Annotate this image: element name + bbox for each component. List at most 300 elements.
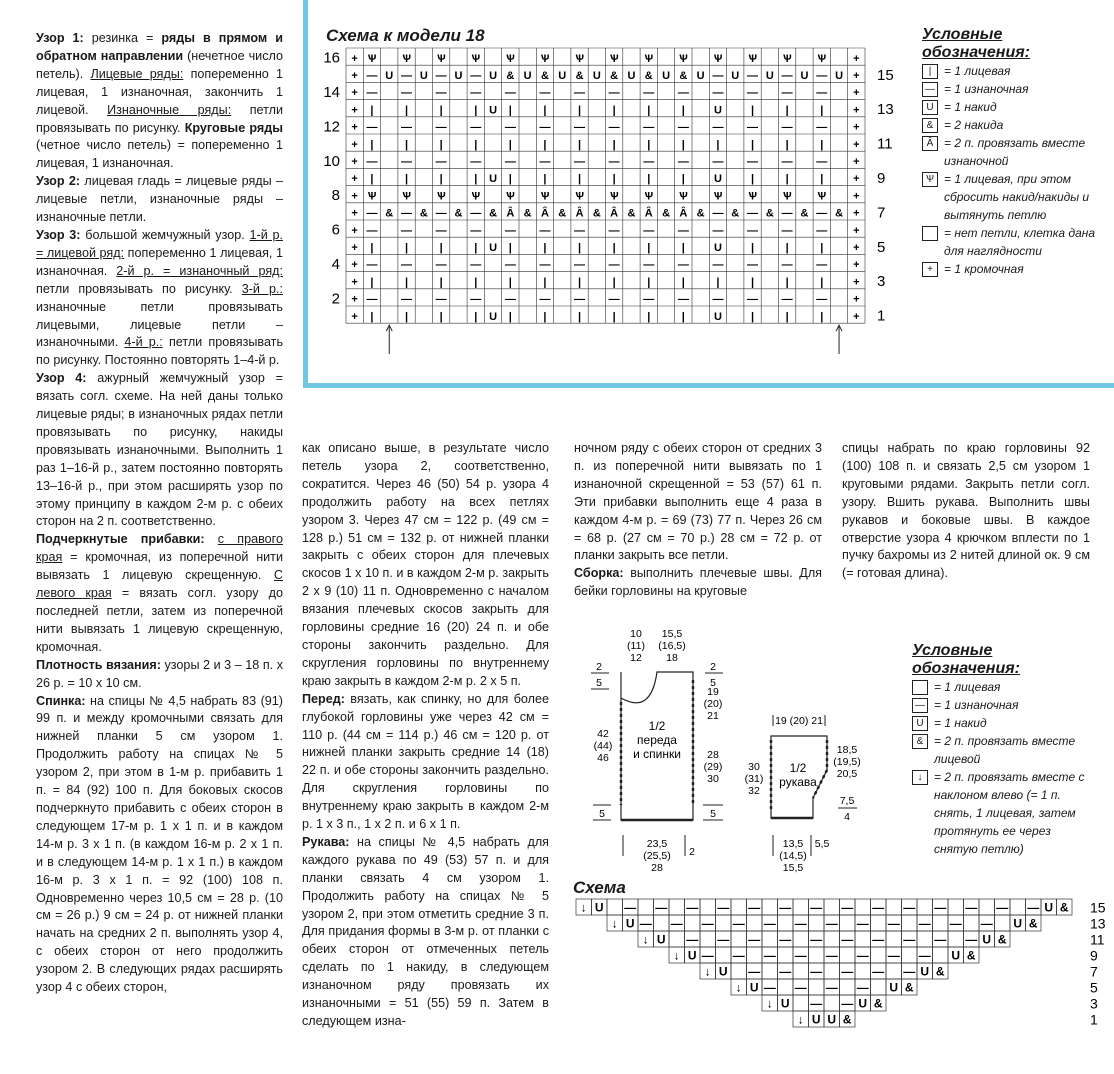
chart-cell-symbol: + xyxy=(853,259,860,272)
chart-cell-symbol: + xyxy=(853,104,860,117)
legend-top-symbol-icon: Ѱ xyxy=(922,172,938,187)
dim-length-3: 46 xyxy=(597,752,609,764)
chart-cell-symbol: | xyxy=(439,104,443,117)
chart-cell-symbol: U xyxy=(558,69,567,82)
row-number-right: 13 xyxy=(877,101,894,119)
chart-cell-symbol: — xyxy=(504,224,516,237)
chart2-cell-symbol: — xyxy=(748,900,761,915)
chart-cell-symbol: & xyxy=(662,207,671,220)
chart-cell-symbol: | xyxy=(439,310,443,323)
dim-shoulder-slope-2: 5 xyxy=(710,677,716,689)
chart-cell-symbol: | xyxy=(647,241,651,254)
chart2-cell-symbol: — xyxy=(918,948,931,963)
chart-cell-symbol: — xyxy=(366,155,378,168)
chart2-cell-symbol: U xyxy=(982,932,992,947)
chart2-row-number: 7 xyxy=(1090,963,1098,980)
chart-cell-symbol: U xyxy=(627,69,636,82)
chart-cell-symbol: | xyxy=(508,104,512,117)
row-number-right: 9 xyxy=(877,170,886,188)
chart-cell-symbol: & xyxy=(610,69,619,82)
dim-sleeve-r5: 4 xyxy=(844,811,850,823)
chart-cell-symbol: — xyxy=(747,121,759,134)
chart2-cell-symbol: — xyxy=(841,900,854,915)
row-number-left: 8 xyxy=(331,187,340,205)
chart-cell-symbol: — xyxy=(677,293,689,306)
chart-cell-symbol: & xyxy=(419,207,428,220)
paragraph-pattern-4: Узор 4: ажурный жемчужный узор = вязать согл. схеме. На ней даны только лицевые ряды; в изнаночных рядах петли провязывать по рисунку, накиды провязывать изнаночными. Выполнить 1 раз 1–16-й р., затем постоянно повторять 13–16-й р., при этом расширять узор по этому принципу в каждом 2-м р. с обеих сторон на 2 п. соответственно. xyxy=(36,371,283,529)
legend-bottom-item xyxy=(912,678,1087,696)
chart-cell-symbol: U xyxy=(489,173,498,186)
paragraph-pattern-1: Узор 1: резинка = ряды в прямом и обратном направлении (нечетное число петель). Лицевые ряды: попеременно 1 лицевая, 1 изнаночная, закончить 1 лицевой. Изнаночные ряды: петли провязывать по рисунку. Круговые ряды (четное число петель) = попеременно 1 лицевая, 1 изнаночная. xyxy=(36,31,284,171)
chart-cell-symbol: | xyxy=(474,241,478,254)
chart-cell-symbol: | xyxy=(543,241,547,254)
chart-cell-symbol: + xyxy=(853,190,860,203)
legend-bottom-item xyxy=(912,696,1087,714)
legend-bottom-text: = 1 накид xyxy=(934,716,987,730)
chart-cell-symbol: U xyxy=(713,241,722,254)
chart2-cell-symbol: & xyxy=(1028,916,1038,931)
chart-cell-symbol: | xyxy=(785,310,789,323)
chart-cell-symbol: Ѱ xyxy=(748,190,758,203)
chart-cell-symbol: — xyxy=(747,87,759,100)
chart2-cell-symbol: — xyxy=(965,932,978,947)
legend-bottom-symbol-icon: U xyxy=(912,716,928,731)
piece-label-1: 1/2 xyxy=(648,719,666,733)
chart-cell-symbol: + xyxy=(351,224,358,237)
row-number-left: 6 xyxy=(331,221,340,239)
chart-cell-symbol: — xyxy=(816,259,828,272)
legend-top xyxy=(922,26,1102,278)
dim-armhole-3: 21 xyxy=(707,710,719,722)
chart-cell-symbol: — xyxy=(574,224,586,237)
chart-cell-symbol: | xyxy=(716,138,720,151)
chart2-cell-symbol: — xyxy=(810,932,823,947)
chart-cell-symbol: — xyxy=(781,207,793,220)
chart2-cell-symbol: — xyxy=(825,980,838,995)
dim-neck-3: 12 xyxy=(630,652,642,664)
dim-length-1: 42 xyxy=(597,728,609,740)
chart2-cell-symbol: ↓ xyxy=(766,996,773,1011)
chart-cell-symbol: U xyxy=(523,69,532,82)
garment-schematic xyxy=(585,620,885,885)
chart-cell-symbol: + xyxy=(351,259,358,272)
chart2-cell-symbol: — xyxy=(779,964,792,979)
chart-cell-symbol: U xyxy=(835,69,844,82)
chart2-cell-symbol: ↓ xyxy=(673,948,680,963)
legend-bottom xyxy=(912,642,1087,858)
chart-cell-symbol: | xyxy=(543,310,547,323)
chart-cell-symbol: — xyxy=(608,155,620,168)
chart-cell-symbol: — xyxy=(435,207,447,220)
dim-neck-1: 10 xyxy=(630,628,642,640)
chart-cell-symbol: | xyxy=(820,138,824,151)
chart-cell-symbol: | xyxy=(439,138,443,151)
chart-cell-symbol: + xyxy=(351,173,358,186)
piece-label-2: переда xyxy=(637,733,677,747)
chart2-cell-symbol: U xyxy=(1044,900,1054,915)
chart-cell-symbol: + xyxy=(351,87,358,100)
chart-cell-symbol: Ѱ xyxy=(367,52,377,65)
chart-cell-symbol: — xyxy=(435,224,447,237)
chart-cell-symbol: — xyxy=(504,155,516,168)
chart-cell-symbol: | xyxy=(508,276,512,289)
chart2-cell-symbol: — xyxy=(701,916,714,931)
chart2-cell-symbol: — xyxy=(903,964,916,979)
chart2-cell-symbol: ↓ xyxy=(642,932,649,947)
chart2-cell-symbol: — xyxy=(794,980,807,995)
chart-cell-symbol: — xyxy=(712,293,724,306)
chart-cell-symbol: — xyxy=(643,87,655,100)
chart2-cell-symbol: — xyxy=(934,900,947,915)
dim-sleeve-w1: 13,5 xyxy=(782,838,804,850)
chart-cell-symbol: | xyxy=(612,310,616,323)
chart-cell-symbol: + xyxy=(853,173,860,186)
chart-cell-symbol: | xyxy=(543,173,547,186)
chart-cell-symbol: Ѱ xyxy=(609,52,619,65)
chart-cell-symbol: | xyxy=(370,241,374,254)
text-column-4 xyxy=(842,440,1090,583)
legend-top-symbol-icon: & xyxy=(922,118,938,133)
chart-cell-symbol: | xyxy=(751,138,755,151)
chart-cell-symbol: — xyxy=(539,121,551,134)
chart-cell-symbol: + xyxy=(351,293,358,306)
chart-cell-symbol: | xyxy=(612,276,616,289)
chart-cell-symbol: Ѱ xyxy=(436,190,446,203)
chart-cell-symbol: Ȃ xyxy=(540,207,549,220)
chart-cell-symbol: — xyxy=(574,155,586,168)
chart2-cell-symbol: — xyxy=(779,900,792,915)
chart-cell-symbol: Ѱ xyxy=(817,190,827,203)
knitting-chart-small xyxy=(572,897,1112,1052)
chart-cell-symbol: | xyxy=(681,173,685,186)
chart-cell-symbol: + xyxy=(853,155,860,168)
knitting-chart-main xyxy=(318,44,898,359)
chart-cell-symbol: — xyxy=(747,293,759,306)
chart2-cell-symbol: U xyxy=(889,980,899,995)
chart2-row-number: 11 xyxy=(1090,931,1105,948)
legend-top-text: = 1 накид xyxy=(944,100,997,114)
legend-top-text: = 2 накида xyxy=(944,118,1004,132)
chart-cell-symbol: — xyxy=(366,224,378,237)
chart2-cell-symbol: U xyxy=(1013,916,1023,931)
chart-cell-symbol: | xyxy=(820,104,824,117)
chart2-cell-symbol: — xyxy=(841,964,854,979)
chart-cell-symbol: | xyxy=(820,310,824,323)
chart-cell-symbol: | xyxy=(751,241,755,254)
chart-cell-symbol: — xyxy=(816,155,828,168)
chart-cell-symbol: — xyxy=(435,259,447,272)
paragraph-gauge: Плотность вязания: узоры 2 и 3 – 18 п. х 26 р. = 10 х 10 см. xyxy=(36,657,283,690)
chart-cell-symbol: U xyxy=(765,69,774,82)
chart-cell-symbol: Ȃ xyxy=(679,207,688,220)
chart-cell-symbol: + xyxy=(351,190,358,203)
chart-cell-symbol: + xyxy=(853,121,860,134)
chart2-cell-symbol: — xyxy=(1027,900,1040,915)
chart-cell-symbol: & xyxy=(489,207,498,220)
chart-cell-symbol: | xyxy=(612,241,616,254)
chart-cell-symbol: + xyxy=(853,87,860,100)
dim-width-1: 23,5 xyxy=(646,838,668,850)
chart-cell-symbol: — xyxy=(504,293,516,306)
chart-cell-symbol: — xyxy=(677,259,689,272)
chart-cell-symbol: — xyxy=(435,121,447,134)
dim-length-2: (44) xyxy=(593,740,613,752)
chart-cell-symbol: — xyxy=(608,259,620,272)
row-number-left: 4 xyxy=(331,256,340,274)
chart-cell-symbol: Ѱ xyxy=(402,52,412,65)
chart-cell-symbol: — xyxy=(435,69,447,82)
chart-cell-symbol: Ѱ xyxy=(713,52,723,65)
legend-top-symbol-icon: Ȃ xyxy=(922,136,938,151)
chart-cell-symbol: Ѱ xyxy=(644,52,654,65)
chart-cell-symbol: — xyxy=(816,87,828,100)
chart-cell-symbol: | xyxy=(370,310,374,323)
chart-cell-symbol: — xyxy=(470,259,482,272)
chart-cell-symbol: — xyxy=(747,207,759,220)
chart-cell-symbol: + xyxy=(853,52,860,65)
chart-cell-symbol: — xyxy=(574,121,586,134)
chart2-cell-symbol: & xyxy=(873,996,883,1011)
chart-cell-symbol: | xyxy=(370,276,374,289)
chart-cell-symbol: + xyxy=(853,207,860,220)
legend-bottom-text: = 2 п. провязать вместе лицевой xyxy=(934,734,1076,766)
chart2-cell-symbol: — xyxy=(856,948,869,963)
legend-top-text: = 1 лицевая, при этом сбросить накид/накиды и вытянуть петлю xyxy=(944,172,1090,222)
paragraph-sleeves-cont: ночном ряду с обеих сторон от средних 3 п. из поперечной нити вывязать по 1 изнаночной скрещенной = 53 (57) 61 п. Эти прибавки выполнить еще 4 раза в каждом 4-м р. = 69 (73) 77 п. Через 26 см = 68 р. (27 см = 70 р.) 28 см = 72 р. от планки закрыть все петли. xyxy=(574,441,822,563)
row-number-left: 12 xyxy=(323,118,340,136)
chart2-cell-symbol: — xyxy=(934,932,947,947)
row-number-right: 3 xyxy=(877,273,886,291)
legend-bottom-item xyxy=(912,714,1087,732)
chart-cell-symbol: | xyxy=(474,138,478,151)
chart-cell-symbol: | xyxy=(405,241,409,254)
chart-cell-symbol: + xyxy=(853,224,860,237)
chart-cell-symbol: Ѱ xyxy=(402,190,412,203)
chart-cell-symbol: U xyxy=(713,173,722,186)
chart-cell-symbol: U xyxy=(385,69,394,82)
chart-cell-symbol: — xyxy=(643,155,655,168)
dim-width-3: 28 xyxy=(651,862,663,874)
chart-cell-symbol: — xyxy=(504,259,516,272)
chart-cell-symbol: + xyxy=(853,69,860,82)
chart-cell-symbol: — xyxy=(470,207,482,220)
legend-top-item xyxy=(922,224,1102,260)
chart-cell-symbol: | xyxy=(405,276,409,289)
chart-cell-symbol: | xyxy=(474,104,478,117)
chart-cell-symbol: | xyxy=(439,241,443,254)
chart2-cell-symbol: — xyxy=(655,900,668,915)
chart2-cell-symbol: — xyxy=(717,932,730,947)
chart-cell-symbol: — xyxy=(712,224,724,237)
chart2-cell-symbol: — xyxy=(763,980,776,995)
chart2-row-number: 9 xyxy=(1090,947,1098,964)
chart-cell-symbol: U xyxy=(713,310,722,323)
chart-cell-symbol: Ѱ xyxy=(713,190,723,203)
legend-top-symbol-icon: + xyxy=(922,262,938,277)
chart-cell-symbol: & xyxy=(506,69,515,82)
text-column-1 xyxy=(36,30,283,997)
chart-cell-symbol: — xyxy=(504,121,516,134)
chart-cell-symbol: Ѱ xyxy=(678,52,688,65)
row-number-left: 2 xyxy=(331,290,340,308)
chart-cell-symbol: U xyxy=(662,69,671,82)
chart-cell-symbol: | xyxy=(543,138,547,151)
chart-cell-symbol: & xyxy=(454,207,463,220)
chart-cell-symbol: Ȃ xyxy=(506,207,515,220)
chart-cell-symbol: | xyxy=(578,104,582,117)
chart-cell-symbol: — xyxy=(401,207,413,220)
chart-cell-symbol: Ȃ xyxy=(644,207,653,220)
chart-cell-symbol: — xyxy=(366,121,378,134)
chart2-row-number: 1 xyxy=(1090,1011,1098,1028)
chart-cell-symbol: — xyxy=(574,293,586,306)
chart-cell-symbol: & xyxy=(644,69,653,82)
chart2-cell-symbol: ↓ xyxy=(797,1012,804,1027)
chart2-cell-symbol: U xyxy=(625,916,635,931)
chart-cell-symbol: — xyxy=(574,87,586,100)
chart-cell-symbol: — xyxy=(366,87,378,100)
chart-cell-symbol: — xyxy=(366,259,378,272)
chart-cell-symbol: | xyxy=(785,276,789,289)
chart2-cell-symbol: — xyxy=(903,932,916,947)
chart-cell-symbol: | xyxy=(508,173,512,186)
chart-cell-symbol: & xyxy=(800,207,809,220)
chart2-cell-symbol: U xyxy=(827,1012,837,1027)
chart-cell-symbol: | xyxy=(647,138,651,151)
chart2-cell-symbol: — xyxy=(686,900,699,915)
chart-cell-symbol: Ѱ xyxy=(540,52,550,65)
chart-cell-symbol: & xyxy=(627,207,636,220)
dim-band-right: 5 xyxy=(710,808,716,820)
chart-cell-symbol: | xyxy=(578,173,582,186)
chart-cell-symbol: — xyxy=(435,155,447,168)
legend-top-text: = 1 кромочная xyxy=(944,262,1024,276)
chart-cell-symbol: — xyxy=(401,87,413,100)
dim-sleeve-len-3: 32 xyxy=(748,785,760,797)
chart-cell-symbol: — xyxy=(539,87,551,100)
chart-cell-symbol: + xyxy=(351,104,358,117)
chart-cell-symbol: — xyxy=(470,155,482,168)
chart-cell-symbol: — xyxy=(643,121,655,134)
chart-cell-symbol: — xyxy=(781,155,793,168)
dim-armhole-2: (20) xyxy=(703,698,723,710)
legend-top-symbol-icon: U xyxy=(922,100,938,115)
dim-shoulder-3: 18 xyxy=(666,652,678,664)
chart2-cell-symbol: — xyxy=(794,948,807,963)
legend-top-symbol-icon: — xyxy=(922,82,938,97)
chart-cell-symbol: | xyxy=(578,276,582,289)
chart-cell-symbol: Ѱ xyxy=(575,52,585,65)
chart-cell-symbol: | xyxy=(647,276,651,289)
chart-cell-symbol: + xyxy=(853,138,860,151)
chart-cell-symbol: | xyxy=(439,173,443,186)
chart-cell-symbol: & xyxy=(679,69,688,82)
chart-cell-symbol: — xyxy=(781,293,793,306)
legend-bottom-text: = 1 изнаночная xyxy=(934,698,1019,712)
chart2-cell-symbol: — xyxy=(856,916,869,931)
chart-cell-symbol: — xyxy=(816,224,828,237)
chart-cell-symbol: | xyxy=(681,138,685,151)
row-number-right: 7 xyxy=(877,204,886,222)
legend-bottom-text: = 2 п. провязать вместе с наклоном влево (= 1 п. снять, 1 лицевая, затем протянуть ее через снятую петлю) xyxy=(934,770,1085,856)
legend-top-item xyxy=(922,260,1102,278)
chart-cell-symbol: Ѱ xyxy=(505,190,515,203)
chart-cell-symbol: U xyxy=(489,104,498,117)
chart2-cell-symbol: U xyxy=(749,980,759,995)
chart-cell-symbol: | xyxy=(405,138,409,151)
sleeve-label-1: 1/2 xyxy=(789,761,807,775)
chart2-cell-symbol: ↓ xyxy=(704,964,711,979)
paragraph-pattern-3: Узор 3: большой жемчужный узор. 1-й р. = лицевой ряд: попеременно 1 лицевая, 1 изнаночная. 2-й р. = изнаночный ряд: петли провязывать по рисунку. 3-й р.: изнаночные петли провязывать лицевыми, лицевые петли – изнаночными. 4-й р.: петли провязывать по рисунку. Постоянно повторять 1–4-й р. xyxy=(36,227,284,368)
row-number-left: 14 xyxy=(323,84,340,102)
chart-cell-symbol: — xyxy=(401,69,413,82)
chart-cell-symbol: | xyxy=(647,104,651,117)
chart-cell-symbol: | xyxy=(508,310,512,323)
row-number-left: 10 xyxy=(323,152,340,170)
chart-cell-symbol: | xyxy=(681,276,685,289)
chart-cell-symbol: — xyxy=(608,293,620,306)
chart2-cell-symbol: & xyxy=(842,1012,852,1027)
chart-cell-symbol: U xyxy=(419,69,428,82)
dim-sleeve-r2: (19,5) xyxy=(833,756,861,768)
chart-cell-symbol: + xyxy=(351,121,358,134)
chart-cell-symbol: | xyxy=(405,310,409,323)
chart2-cell-symbol: — xyxy=(763,916,776,931)
chart-cell-symbol: — xyxy=(608,224,620,237)
chart-cell-symbol: | xyxy=(751,276,755,289)
chart-cell-symbol: | xyxy=(578,138,582,151)
dim-band-left: 5 xyxy=(599,808,605,820)
chart-cell-symbol: | xyxy=(543,104,547,117)
chart-cell-symbol: Ѱ xyxy=(782,190,792,203)
chart-cell-symbol: — xyxy=(712,259,724,272)
chart-cell-symbol: | xyxy=(681,104,685,117)
chart-cell-symbol: & xyxy=(540,69,549,82)
dim-sleeve-r4: 7,5 xyxy=(839,795,855,807)
legend-top-item xyxy=(922,62,1102,80)
chart-cell-symbol: Ѱ xyxy=(540,190,550,203)
chart-cell-symbol: — xyxy=(677,155,689,168)
chart-cell-symbol: — xyxy=(643,224,655,237)
dim-neck-2: (11) xyxy=(627,640,645,652)
chart-cell-symbol: — xyxy=(781,69,793,82)
chart-cell-symbol: — xyxy=(401,224,413,237)
legend-top-item xyxy=(922,134,1102,170)
dim-neck-depth-back-1: 2 xyxy=(596,661,602,673)
paragraph-increases: Подчеркнутые прибавки: с правого края = кромочная, из поперечной нити вывязать 1 лицевую скрещенную. С левого края = вязать согл. узору до последней петли, затем из поперечной нити вывязать 1 лицевую скрещенную, кромочная. xyxy=(36,532,283,654)
chart2-cell-symbol: U xyxy=(718,964,728,979)
legend-top-text: = 1 изнаночная xyxy=(944,82,1029,96)
paragraph-back: Спинка: на спицы № 4,5 набрать 83 (91) 99 п. и между кромочными связать для нижней планки 5 см узором 1. Продолжить работу на спицах № 5 узором 2, при этом в 1-м р. прибавить 1 п. = 84 (92) 100 п. Для боковых скосов подчеркнуто прибавить с обеих сторон в следующем 17-м р. 1 х 1 п. и в каждом 14-м р. 3 х 1 п. (в каждом 16-м р. 2 х 1 п. и в следующем 14-м р. 1 х 1 п.) в каждом 16-м р. 3 х 1 п. = 92 (100) 108 п. Одновременно через 10,5 см = 28 р. (10 см = 26 р.) 9 см = 24 р. от нижней планки начать на средних 2 п. выполнять узор 4, с обеих сторон от него продолжить узором 2. В следующих рядах расширять узор 4 с обеих сторон, xyxy=(36,693,283,995)
chart-cell-symbol: | xyxy=(647,310,651,323)
chart-cell-symbol: | xyxy=(439,276,443,289)
chart-cell-symbol: — xyxy=(712,121,724,134)
chart-cell-symbol: Ѱ xyxy=(748,52,758,65)
legend-top-item xyxy=(922,170,1102,224)
chart-cell-symbol: U xyxy=(489,241,498,254)
chart-cell-symbol: | xyxy=(820,241,824,254)
chart-cell-symbol: | xyxy=(578,310,582,323)
sleeve-label-2: рукава xyxy=(779,775,817,789)
chart-cell-symbol: — xyxy=(712,207,724,220)
paragraph-front: Перед: вязать, как спинку, но для более глубокой горловины уже через 42 см = 110 р. (44 см = 114 р.) 46 см = 120 р. от нижней планки закрыть средние 14 (18) 22 п. и обе стороны закончить раздельно. Для скругления горловины по внутреннему краю закрыть в каждом 2-м р. 1 х 3 п., 1 х 2 п. и 6 х 1 п. xyxy=(302,691,549,832)
chart2-cell-symbol: — xyxy=(872,964,885,979)
chart-cell-symbol: & xyxy=(575,69,584,82)
chart-cell-symbol: | xyxy=(751,310,755,323)
chart-cell-symbol: — xyxy=(712,87,724,100)
legend-bottom-symbol-icon xyxy=(912,680,928,695)
chart-cell-symbol: | xyxy=(785,241,789,254)
